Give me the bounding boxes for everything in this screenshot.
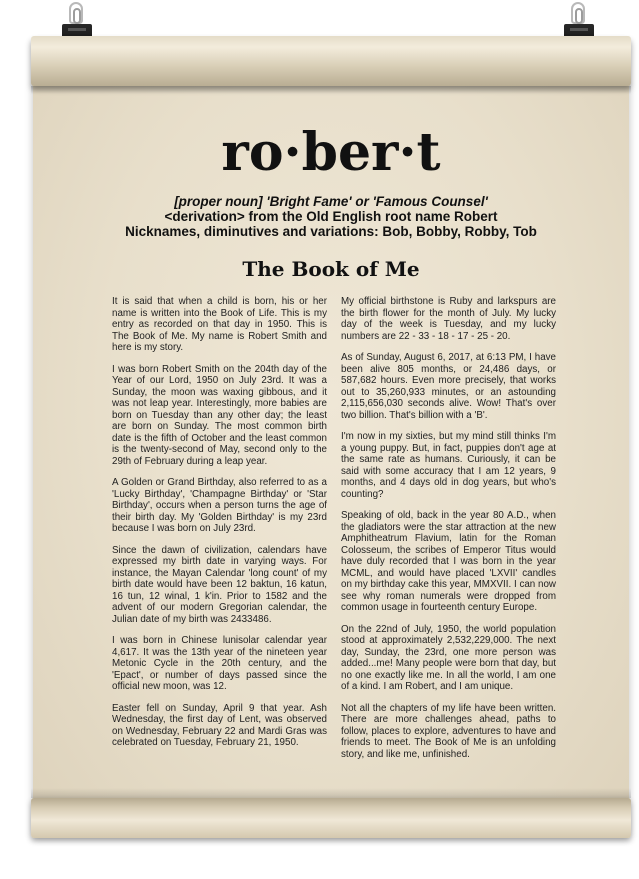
poster-bottom-roll bbox=[31, 798, 631, 838]
paragraph: On the 22nd of July, 1950, the world population stood at approximately 2,532,229,000. The next day, Sunday, the 23rd, one more person was added...me! Many people were born that day, but no one exactly like me. In all the world, I am one of a kind. I am Robert, and I am unique. bbox=[341, 623, 556, 692]
paragraph: Not all the chapters of my life have been written. There are more challenges ahead, paths to follow, places to explore, adventures to have and friends to meet. The Book of Me is an unfolding story, and like me, unfinished. bbox=[341, 702, 556, 760]
left-text-column bbox=[112, 296, 327, 759]
paragraph: Easter fell on Sunday, April 9 that year. Ash Wednesday, the first day of Lent, was observed on Wednesday, February 22 and Mardi Gras was celebrated on Tuesday, February 21, 1950. bbox=[112, 702, 327, 748]
paragraph: A Golden or Grand Birthday, also referred to as a 'Lucky Birthday', 'Champagne Birthday' or 'Star Birthday', occurs when a person turns the age of their birth day. My 'Golden Birthday' is my 23rd because I was born on July 23rd. bbox=[112, 477, 327, 534]
paragraph: Speaking of old, back in the year 80 A.D., when the gladiators were the star attraction at the new Amphitheatrum Flavium, latin for the Roman Colosseum, the scribes of Emperor Titus would have duly recorded that I was born in the year MCML, and would have placed 'LXVII' candles on my birthday cake this year, MMXVII. I can now see why roman numerals were dropped from common usage in fourteenth century Europe. bbox=[341, 510, 556, 613]
poster-title: ro·ber·t bbox=[221, 122, 441, 183]
definition-block bbox=[33, 194, 629, 239]
clip-ring-inner bbox=[575, 8, 583, 24]
paragraph: I was born in Chinese lunisolar calendar year 4,617. It was the 13th year of the nineteen year Metonic Cycle in the 20th century, and the 'Epact', or number of days passed since the official new moon, was 12. bbox=[112, 635, 327, 692]
paragraph: I'm now in my sixties, but my mind still thinks I'm a young puppy. But, in fact, puppies don't age at the same rate as humans. Curiously, it can be said with some accuracy that I am 12 years, 9 months, and 4 days old in dog years, but who's counting? bbox=[341, 431, 556, 500]
definition-line-3: Nicknames, diminutives and variations: Bob, Bobby, Robby, Tob bbox=[125, 224, 537, 239]
clip-ring-inner bbox=[73, 8, 81, 24]
paragraph: I was born Robert Smith on the 204th day of the Year of our Lord, 1950 on July 23rd. It was a Sunday, the moon was waxing gibbous, and it was not leap year. Interestingly, more babies are born on Tuesday than any other day; the least are born on Sunday. The most common birth date is the fifth of October and the least common is the twenty-second of May, second only to the 29th of February during a leap year. bbox=[112, 363, 327, 467]
definition-line-1: [proper noun] 'Bright Fame' or 'Famous Counsel' bbox=[174, 194, 488, 209]
definition-line-2: <derivation> from the Old English root name Robert bbox=[164, 209, 498, 224]
paragraph: As of Sunday, August 6, 2017, at 6:13 PM, I have been alive 805 months, or 24,486 days, or 587,682 hours. Even more precisely, that works out to 35,260,933 minutes, or an astounding 2,115,656,030 seconds alive. Wow! That's over two billion. That's billion with a 'B'. bbox=[341, 352, 556, 421]
paragraph: It is said that when a child is born, his or her name is written into the Book of Life. This is my entry as recorded on that day in 1950. This is The Book of Me. My name is Robert Smith and here is my story. bbox=[112, 296, 327, 353]
paragraph: My official birthstone is Ruby and larkspurs are the birth flower for the month of July. My lucky day of the week is Tuesday, and my lucky numbers are 22 - 33 - 18 - 17 - 25 - 20. bbox=[341, 296, 556, 342]
poster-top-roll bbox=[31, 36, 631, 86]
right-text-column bbox=[341, 296, 556, 770]
paragraph: Since the dawn of civilization, calendars have expressed my birth date in varying ways. For instance, the Mayan Calendar 'long count' of my birth date would have been 12 baktun, 16 katun, 16 tun, 12 winal, 1 k'in. Prior to 1582 and the advent of our modern Gregorian calendar, the Julian date of my birth was 2433486. bbox=[112, 544, 327, 625]
section-title: The Book of Me bbox=[242, 257, 420, 281]
